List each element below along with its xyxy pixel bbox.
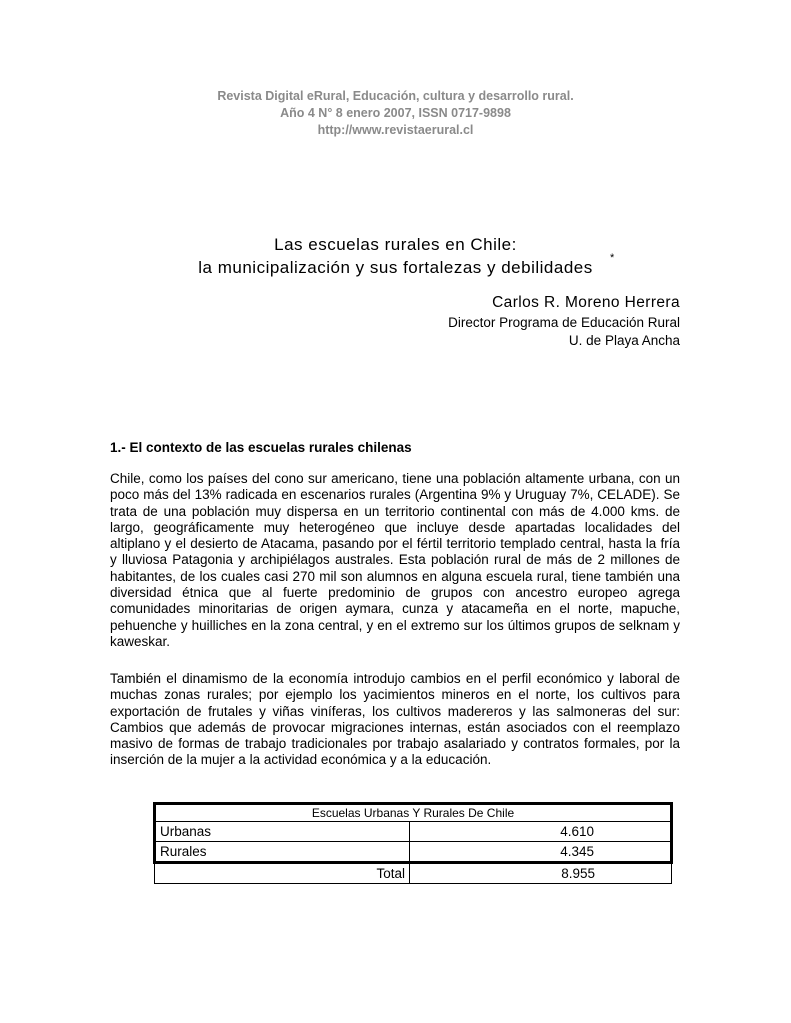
total-label: Total xyxy=(155,863,410,884)
footnote-mark: * xyxy=(610,252,615,264)
section-heading: 1.- El contexto de las escuelas rurales chilenas xyxy=(110,440,412,455)
table-caption: Escuelas Urbanas Y Rurales De Chile xyxy=(155,804,672,822)
row-value-rurales: 4.345 xyxy=(410,842,672,863)
author-institution: U. de Playa Ancha xyxy=(568,333,680,348)
total-value: 8.955 xyxy=(410,863,672,884)
journal-header xyxy=(0,88,791,139)
article-title-line-2: la municipalización y sus fortalezas y debilidades xyxy=(198,258,593,277)
article-title xyxy=(0,233,791,279)
table-total-row xyxy=(155,863,672,884)
schools-table xyxy=(153,802,673,884)
journal-title: Revista Digital eRural, Educación, cultura y desarrollo rural. xyxy=(217,89,574,103)
row-label-urbanas: Urbanas xyxy=(155,822,410,842)
paragraph-1: Chile, como los países del cono sur americano, tiene una población altamente urbana, con un poco más del 13% radicada en escenarios rurales (Argentina 9% y Uruguay 7%, CELADE). Se trata de una población muy dispersa en un territorio continental con más de 4.000 kms. de largo, geográficamente muy heterogéneo que incluye desde apartadas localidades del altiplano y el desierto de Atacama, pasando por el fértil territorio templado central, hasta la fría y lluviosa Patagonia y archipiélagos australes. Esta población rural de más de 2 millones de habitantes, de los cuales casi 270 mil son alumnos en alguna escuela rural, tiene también una diversidad étnica que al fuerte predominio de grupos con ancestro europeo agrega comunidades minoritarias de origen aymara, cunza y atacameña en el norte, mapuche, pehuenche y huilliches en la zona central, y en el extremo sur los últimos grupos de selknam y kaweskar. xyxy=(110,471,680,649)
author-block xyxy=(380,292,680,350)
author-role: Director Programa de Educación Rural xyxy=(448,315,680,330)
row-value-urbanas: 4.610 xyxy=(410,822,672,842)
table-row xyxy=(155,822,672,842)
row-label-rurales: Rurales xyxy=(155,842,410,863)
paragraph-2: También el dinamismo de la economía introdujo cambios en el perfil económico y laboral de muchas zonas rurales; por ejemplo los yacimientos mineros en el norte, los cultivos para exportación de frutales y viñas viníferas, los cultivos madereros y las salmoneras del sur: Cambios que además de provocar migraciones internas, están asociados con el reemplazo masivo de formas de trabajo tradicionales por trabajo asalariado y contratos formales, por la inserción de la mujer a la actividad económica y a la educación. xyxy=(110,671,680,768)
article-title-line-1: Las escuelas rurales en Chile: xyxy=(274,235,517,254)
journal-issue: Año 4 N° 8 enero 2007, ISSN 0717-9898 xyxy=(280,106,511,120)
author-name: Carlos R. Moreno Herrera xyxy=(492,294,680,311)
table-row xyxy=(155,842,672,863)
journal-url: http://www.revistaerural.cl xyxy=(317,123,474,137)
